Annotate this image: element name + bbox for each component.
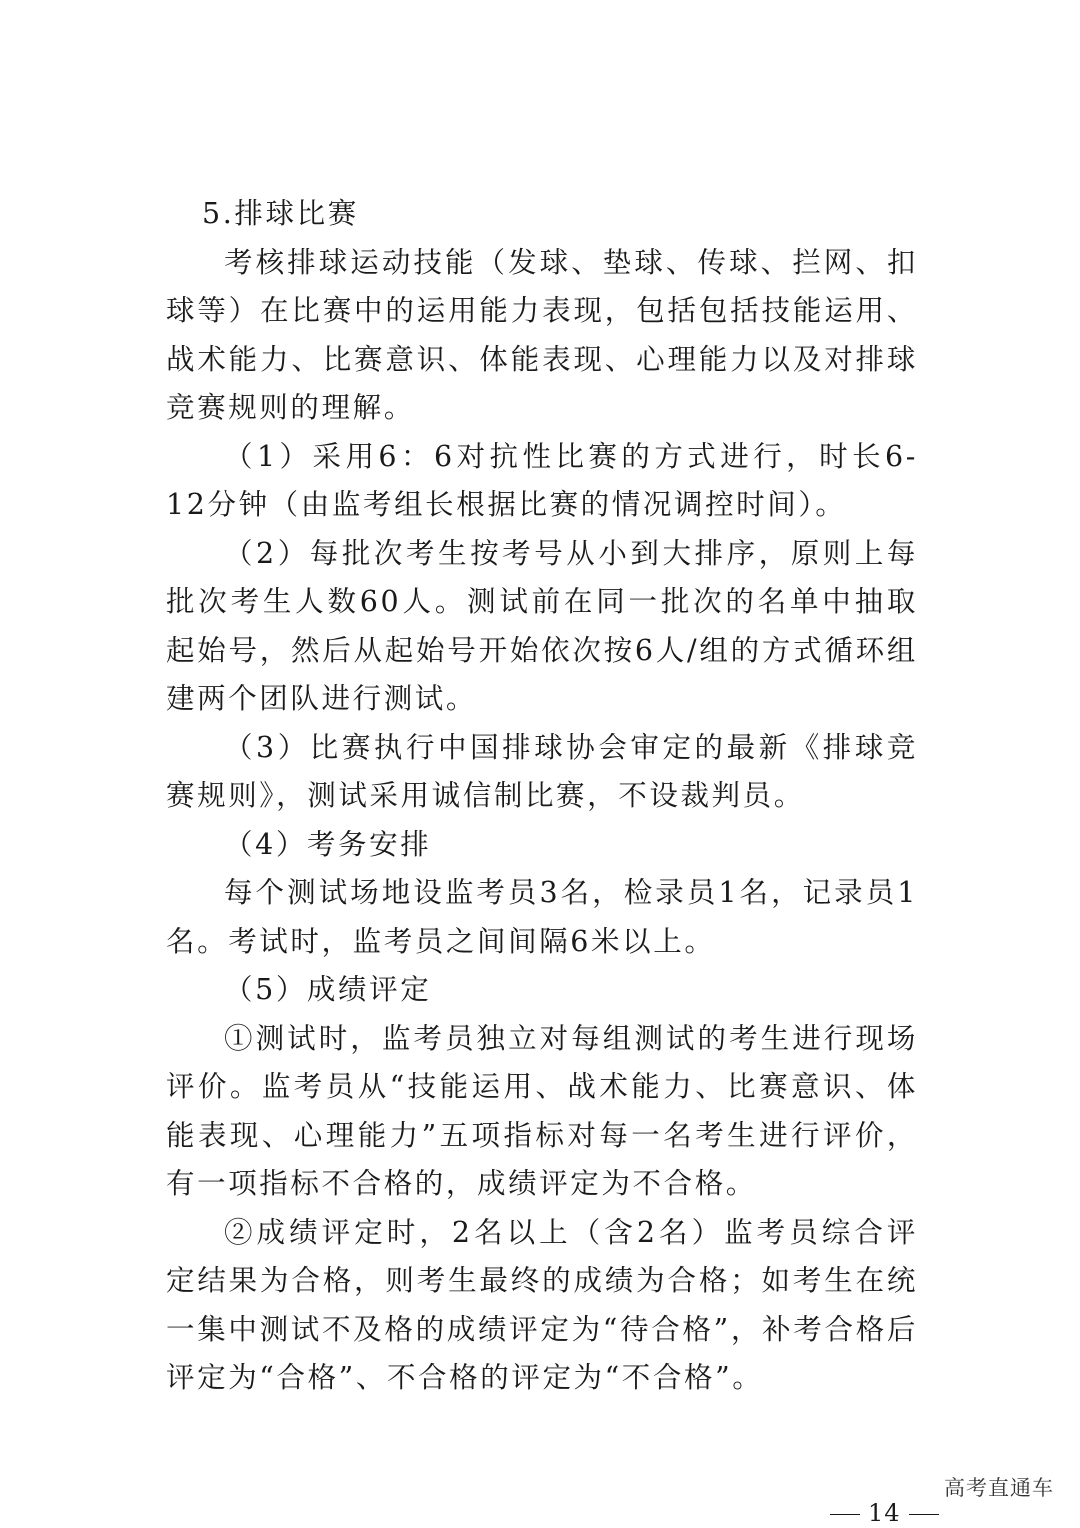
paragraph-item-4-heading: （4）考务安排 <box>224 827 432 861</box>
paragraph-item-2: （2）每批次考生按考号从小到大排序，原则上每批次考生人数60人。测试前在同一批次的名单中抽取起始号，然后从起始号开始依次按6人/组的方式循环组建两个团队进行测试。 <box>166 536 918 715</box>
paragraph-item-1: （1）采用6：6对抗性比赛的方式进行，时长6-12分钟（由监考组长根据比赛的情况调控时间）。 <box>166 439 918 521</box>
paragraph-item-5-heading: （5）成绩评定 <box>224 973 432 1006</box>
section-heading: 5.排球比赛 <box>202 197 359 230</box>
paragraph-item-4-body: 每个测试场地设监考员3名，检录员1名，记录员1名。考试时，监考员之间间隔6米以上。 <box>166 876 918 958</box>
document-body <box>166 190 918 1403</box>
paragraph-intro: 考核排球运动技能（发球、垫球、传球、拦网、扣球等）在比赛中的运用能力表现，包括包括技能运用、战术能力、比赛意识、体能表现、心理能力以及对排球竞赛规则的理解。 <box>166 245 918 424</box>
page-number-dash-right <box>909 1514 939 1515</box>
page-number <box>822 1498 947 1528</box>
page-number-dash-left <box>830 1514 860 1515</box>
paragraph-item-3: （3）比赛执行中国排球协会审定的最新《排球竞赛规则》，测试采用诚信制比赛，不设裁判员。 <box>166 730 918 812</box>
paragraph-item-5-point-2: ②成绩评定时，2名以上（含2名）监考员综合评定结果为合格，则考生最终的成绩为合格；如考生在统一集中测试不及格的成绩评定为“待合格”，补考合格后评定为“合格”、不合格的评定为“不合格”。 <box>166 1215 918 1394</box>
page-number-value: 14 <box>868 1499 901 1527</box>
paragraph-item-5-point-1: ①测试时，监考员独立对每组测试的考生进行现场评价。监考员从“技能运用、战术能力、比赛意识、体能表现、心理能力”五项指标对每一名考生进行评价，有一项指标不合格的，成绩评定为不合格。 <box>166 1021 918 1200</box>
watermark: 高考直通车 <box>944 1476 1054 1500</box>
